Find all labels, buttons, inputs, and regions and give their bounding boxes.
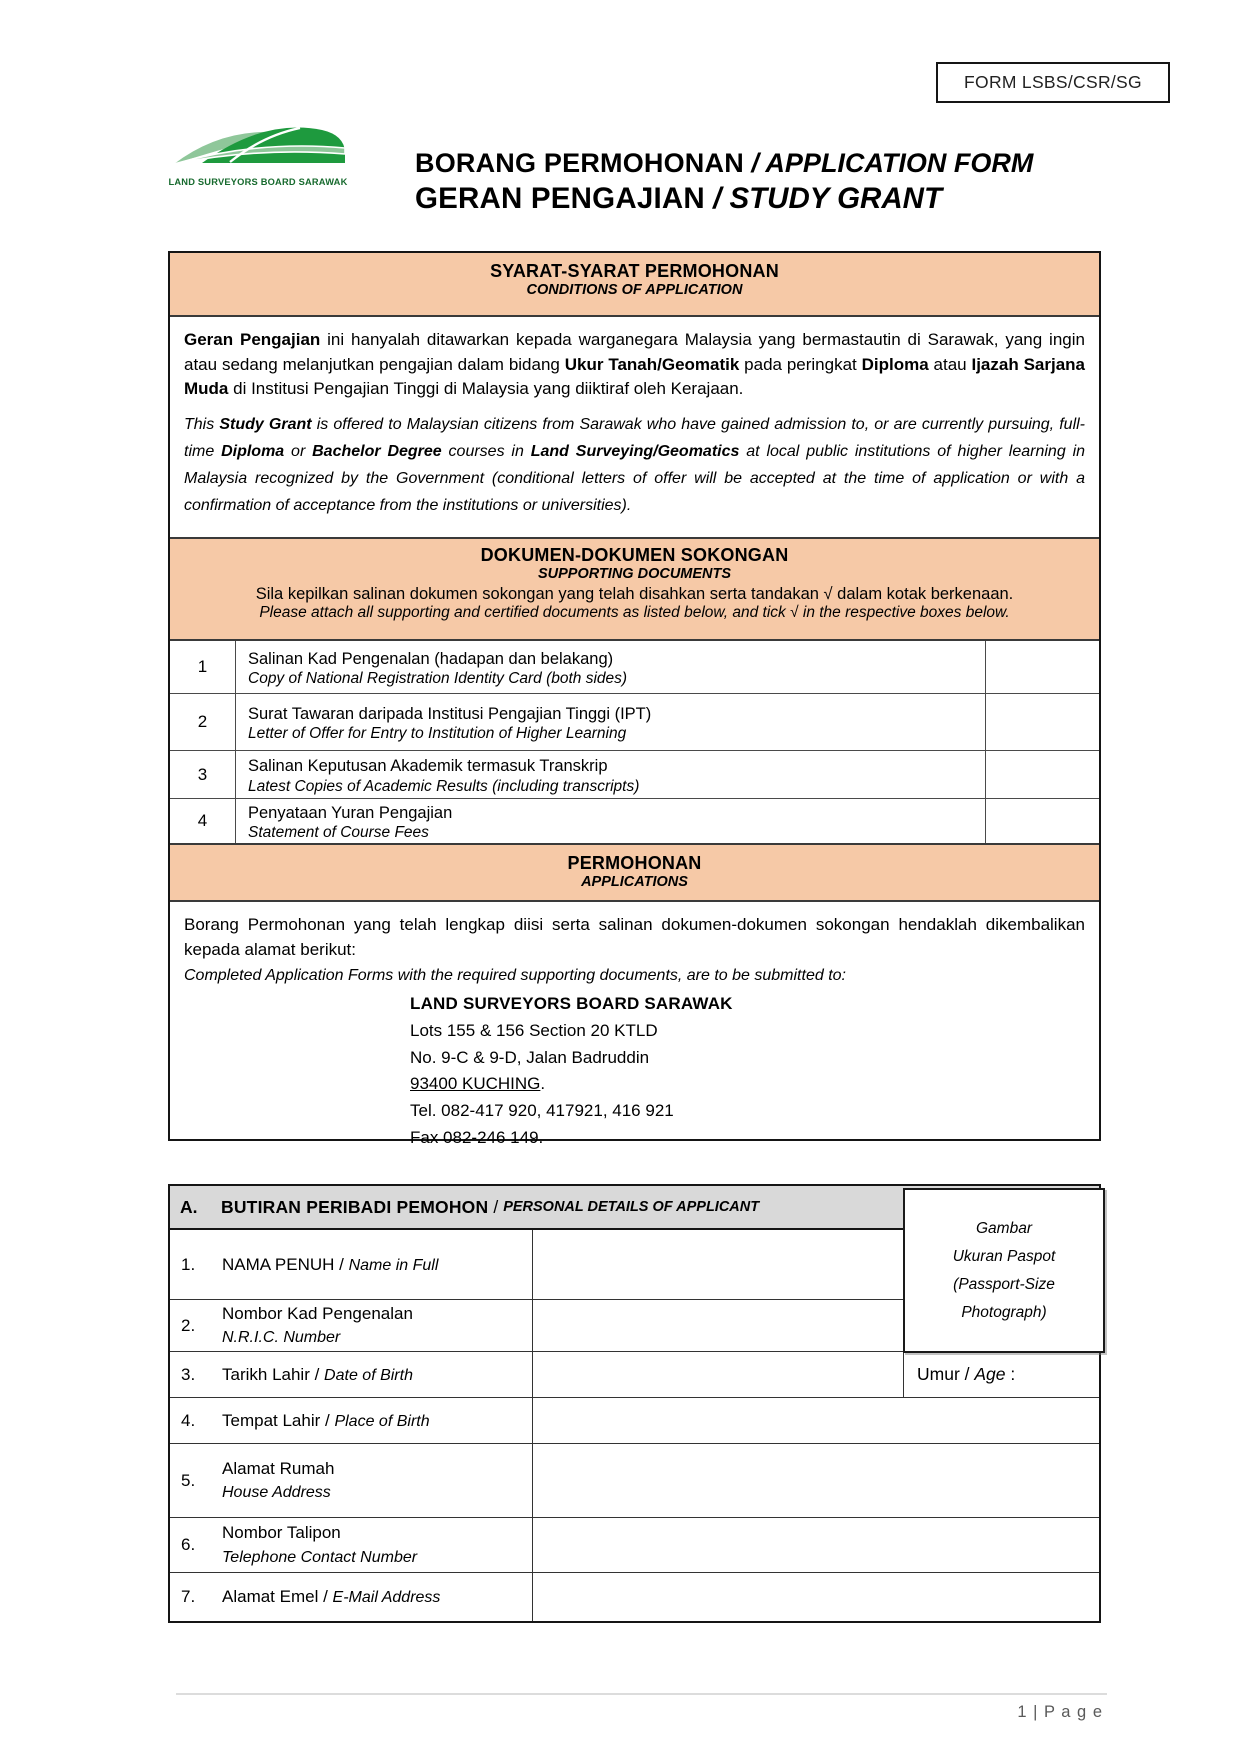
form-code-label: FORM LSBS/CSR/SG bbox=[964, 72, 1142, 92]
applications-band-title-my: PERMOHONAN bbox=[567, 853, 702, 873]
document-row-2 bbox=[170, 694, 1099, 751]
submission-address bbox=[410, 991, 1085, 1151]
document-row-3-my: Salinan Keputusan Akademik termasuk Transkrip bbox=[248, 757, 608, 775]
title2-en: / STUDY GRANT bbox=[713, 182, 942, 215]
photo-box-line-1: Gambar bbox=[976, 1220, 1032, 1237]
input-house-address[interactable] bbox=[533, 1444, 1099, 1517]
field-text bbox=[222, 1456, 334, 1506]
documents-note-en: Please attach all supporting and certified documents as listed below, and tick √ in the respective boxes below. bbox=[259, 604, 1010, 621]
document-row-4-en: Statement of Course Fees bbox=[248, 824, 429, 842]
field-text: NAMA PENUH / Name in Full bbox=[222, 1254, 439, 1274]
document-row-1 bbox=[170, 641, 1099, 694]
field-label-pob bbox=[170, 1398, 533, 1443]
tick-box-4[interactable] bbox=[985, 799, 1099, 843]
address-city: 93400 KUCHING. bbox=[410, 1074, 546, 1094]
photo-box-line-4: Photograph) bbox=[961, 1303, 1047, 1321]
field-number: 2. bbox=[181, 1315, 196, 1335]
field-label-name bbox=[170, 1230, 533, 1299]
title1-en: / APPLICATION FORM bbox=[751, 148, 1034, 178]
input-place-of-birth[interactable] bbox=[533, 1398, 1099, 1443]
photo-box-line-2: Ukuran Paspot bbox=[952, 1247, 1056, 1265]
address-line-2: No. 9-C & 9-D, Jalan Badruddin bbox=[410, 1047, 650, 1067]
address-telephone: Tel. 082-417 920, 417921, 416 921 bbox=[410, 1101, 674, 1121]
document-row-1-my: Salinan Kad Pengenalan (hadapan dan belakang) bbox=[248, 649, 614, 668]
personal-details-table bbox=[168, 1184, 1101, 1623]
document-row-1-number: 1 bbox=[170, 641, 236, 693]
field-text-en: N.R.I.C. Number bbox=[222, 1329, 341, 1347]
document-row-4 bbox=[170, 799, 1099, 845]
field-row-pob bbox=[170, 1398, 1099, 1444]
field-text-my: Nombor Talipon bbox=[222, 1523, 341, 1543]
applications-body bbox=[170, 902, 1099, 1147]
field-text-en: Telephone Contact Number bbox=[222, 1548, 418, 1566]
documents-band-title-my: DOKUMEN-DOKUMEN SOKONGAN bbox=[480, 545, 789, 565]
field-label-telephone bbox=[170, 1518, 533, 1572]
documents-band bbox=[170, 539, 1099, 641]
document-row-3-number: 3 bbox=[170, 751, 236, 798]
field-text-my: Nombor Kad Pengenalan bbox=[222, 1303, 413, 1323]
footer-divider bbox=[176, 1693, 1107, 1695]
document-row-3-en: Latest Copies of Academic Results (including transcripts) bbox=[248, 777, 640, 795]
applications-band-title-en: APPLICATIONS bbox=[581, 874, 688, 890]
conditions-band-title-en: CONDITIONS OF APPLICATION bbox=[526, 282, 743, 298]
document-row-2-my: Surat Tawaran daripada Institusi Pengajian Tinggi (IPT) bbox=[248, 704, 652, 723]
document-row-4-number: 4 bbox=[170, 799, 236, 843]
field-number: 7. bbox=[181, 1587, 196, 1606]
section-a-title-en: PERSONAL DETAILS OF APPLICANT bbox=[503, 1199, 760, 1215]
photo-box-line-3: (Passport-Size bbox=[953, 1275, 1055, 1293]
field-number: 6. bbox=[181, 1535, 196, 1554]
field-text-en: House Address bbox=[222, 1484, 331, 1502]
age-label: Umur / Age : bbox=[917, 1364, 1016, 1384]
address-line-1: Lots 155 & 156 Section 20 KTLD bbox=[410, 1020, 658, 1040]
tick-box-3[interactable] bbox=[985, 751, 1099, 798]
applications-paragraph-en: Completed Application Forms with the required supporting documents, are to be submitted to: bbox=[184, 967, 846, 985]
logo-hills-icon bbox=[166, 118, 350, 176]
conditions-table bbox=[168, 251, 1101, 1147]
field-label-house-address bbox=[170, 1444, 533, 1517]
field-label-dob bbox=[170, 1352, 533, 1397]
documents-band-title-en: SUPPORTING DOCUMENTS bbox=[537, 566, 732, 582]
input-email-address[interactable] bbox=[533, 1573, 1099, 1621]
document-row-1-en: Copy of National Registration Identity Card (both sides) bbox=[248, 670, 628, 688]
passport-photo-box[interactable] bbox=[903, 1188, 1105, 1353]
field-text: Tempat Lahir / Place of Birth bbox=[222, 1410, 430, 1430]
section-a-index: A. bbox=[180, 1196, 198, 1217]
conditions-paragraph-my: Geran Pengajian ini hanyalah ditawarkan kepada warganegara Malaysia yang bermastautin di Sarawak, yang ingin atau sedang melanjutkan pengajian dalam bidang Ukur Tanah/Geomatik pada peringkat Diploma atau Ijazah Sarjana Muda di Institusi Pengajian Tinggi di Malaysia yang diiktiraf oleh Kerajaan. bbox=[184, 330, 1086, 399]
conditions-band-title-my: SYARAT-SYARAT PERMOHONAN bbox=[490, 261, 779, 281]
page-number: 1 | P a g e bbox=[1017, 1703, 1103, 1721]
field-row-house-address bbox=[170, 1444, 1099, 1518]
document-row-3-description bbox=[236, 751, 985, 798]
field-number: 1. bbox=[181, 1254, 196, 1274]
field-row-email bbox=[170, 1573, 1099, 1621]
input-date-of-birth[interactable] bbox=[533, 1352, 903, 1397]
field-text bbox=[222, 1301, 413, 1351]
logo-text: LAND SURVEYORS BOARD SARAWAK bbox=[168, 177, 348, 187]
age-cell[interactable] bbox=[903, 1352, 1099, 1397]
field-text: Tarikh Lahir / Date of Birth bbox=[222, 1364, 413, 1384]
org-logo bbox=[166, 118, 350, 187]
field-text bbox=[222, 1520, 417, 1570]
documents-note-my: Sila kepilkan salinan dokumen sokongan yang telah disahkan serta tandakan √ dalam kotak berkenaan. bbox=[255, 585, 1014, 603]
field-label-nric bbox=[170, 1300, 533, 1351]
conditions-paragraph-en: This Study Grant is offered to Malaysian citizens from Sarawak who have gained admission to, or are currently pursuing, full-time Diploma or Bachelor Degree courses in Land Surveying/Geomatics at local public institutions of higher learning in Malaysia recognized by the Government (conditional letters of offer will be accepted at the time of application or with a confirmation of acceptance from the institutions or universities). bbox=[184, 415, 1086, 514]
field-number: 4. bbox=[181, 1410, 196, 1430]
form-code-box bbox=[936, 62, 1170, 103]
title-line-2 bbox=[415, 182, 1033, 216]
document-row-4-description bbox=[236, 799, 985, 843]
conditions-band bbox=[170, 253, 1099, 317]
document-row-2-description bbox=[236, 694, 985, 750]
field-number: 3. bbox=[181, 1364, 196, 1384]
tick-box-1[interactable] bbox=[985, 641, 1099, 693]
document-row-2-number: 2 bbox=[170, 694, 236, 750]
form-title bbox=[415, 148, 1033, 216]
field-row-telephone bbox=[170, 1518, 1099, 1573]
document-row-1-description bbox=[236, 641, 985, 693]
document-row-3 bbox=[170, 751, 1099, 799]
title2-my: GERAN PENGAJIAN bbox=[415, 182, 705, 215]
field-text: Alamat Emel / E-Mail Address bbox=[222, 1587, 441, 1606]
address-fax: Fax 082-246 149. bbox=[410, 1127, 544, 1147]
field-label-email bbox=[170, 1573, 533, 1621]
section-a-title-separator: / bbox=[493, 1196, 499, 1217]
applications-paragraph-my: Borang Permohonan yang telah lengkap diisi serta salinan dokumen-dokumen sokongan hendaklah dikembalikan kepada alamat berikut: bbox=[184, 915, 1085, 959]
tick-box-2[interactable] bbox=[985, 694, 1099, 750]
document-row-2-en: Letter of Offer for Entry to Institution of Higher Learning bbox=[248, 725, 627, 743]
title-line-1 bbox=[415, 148, 1033, 179]
address-org-name: LAND SURVEYORS BOARD SARAWAK bbox=[410, 994, 733, 1014]
conditions-body bbox=[170, 317, 1099, 539]
input-telephone-number[interactable] bbox=[533, 1518, 1099, 1572]
section-a-title-my: BUTIRAN PERIBADI PEMOHON bbox=[221, 1196, 489, 1217]
applications-band bbox=[170, 845, 1099, 902]
title1-my: BORANG PERMOHONAN bbox=[415, 148, 744, 178]
document-row-4-my: Penyataan Yuran Pengajian bbox=[248, 803, 453, 822]
field-number: 5. bbox=[181, 1470, 196, 1490]
field-row-dob bbox=[170, 1352, 1099, 1398]
field-text-my: Alamat Rumah bbox=[222, 1458, 335, 1478]
